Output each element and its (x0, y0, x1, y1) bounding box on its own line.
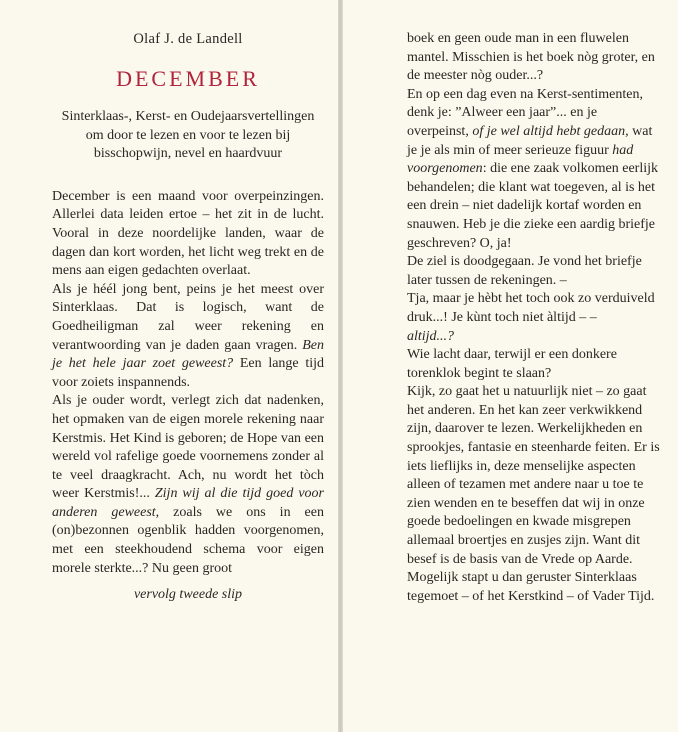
italic-text: of je wel altijd hebt gedaan, (472, 123, 629, 139)
italic-text: Ben je het hele jaar zoet geweest? (52, 337, 324, 372)
left-body-text (52, 188, 324, 578)
paragraph: altijd...? (407, 328, 455, 344)
right-body-text (407, 30, 660, 606)
paragraph: De ziel is doodgegaan. Je vond het briefje later tussen de rekeningen. – (407, 254, 642, 288)
left-page (0, 0, 338, 732)
continued-note: vervolg tweede slip (133, 587, 243, 603)
paragraph (407, 86, 660, 253)
text-run: Als je ouder wordt, verlegt zich dat nadenken, het opmaken van de eigen morele rekening naar Kerstmis. Het Kind is geboren; de Hope van een wereld vol rafelige goede voornemens zonder al te veel draagkracht. Ach, nu wordt het tòch weer Kerstmis!... (52, 393, 324, 502)
text-run: Als je héél jong bent, peins je het meest over Sinterklaas. Dat is logisch, want de Goedheiligman zal weer rekening en verantwoording van je daden gaan vragen. (52, 281, 324, 353)
right-page (343, 0, 678, 732)
text-run: : die ene zaak volkomen eerlijk behandelen; die klant wat toegeven, al is het een drein – niet dadelijk kortaf worden en snauwen. Heb je die zieke een aardig briefje geschreven? O, ja! (407, 161, 659, 251)
paragraph (52, 281, 324, 393)
author-name: Olaf J. de Landell (133, 31, 243, 47)
book-title: DECEMBER (116, 66, 260, 91)
text-run: wat je je als min of meer serieuze figuur (407, 123, 653, 158)
paragraph (52, 392, 324, 578)
text-run: zoals we ons in een (on)bezonnen ogenblik hadden voorgenomen, met een steekhoudend schema voor eigen morele sterkte...? Nu geen groot (52, 504, 324, 576)
italic-text: had voorgenomen (407, 142, 634, 177)
paragraph: Wie lacht daar, terwijl er een donkere torenklok begint te slaan? (407, 347, 617, 381)
text-run: Een lange tijd voor zoiets inspannends. (52, 356, 324, 390)
paragraph: boek en geen oude man in een fluwelen mantel. Misschien is het boek nòg groter, en de meester nòg ouder...? (407, 31, 655, 84)
paragraph: Tja, maar je hèbt het toch ook zo verduiveld druk...! Je kùnt toch niet àltijd – – (407, 291, 655, 325)
paragraph: Kijk, zo gaat het u natuurlijk niet – zo gaat het anderen. En het kan zeer verkwikkend zijn, daarover te lezen. Werkelijkheden en sprookjes, fantasie en steenharde feiten. Er is iets lieflijks in, deze menselijke aspecten alleen of tezamen met andere naar u toe te zien wenden en te beseffen dat wij in onze goede bedoelingen en kwade misgrepen allemaal broertjes en zusjes zijn. Want dit besef is de basis van de Vrede op Aarde. (407, 384, 660, 567)
book-subtitle: Sinterklaas-, Kerst- en Oudejaarsvertellingen om door te lezen en voor te lezen bij bisschopwijn, nevel en haardvuur (61, 109, 315, 162)
italic-text: Zijn wij al die tijd goed voor anderen geweest, (52, 486, 324, 520)
paragraph: December is een maand voor overpeinzingen. Allerlei data leiden ertoe – het zit in de lucht. Vooral in deze noordelijke landen, waar de dagen dan kort worden, het licht weg trekt en de mens aan eigen gedachten overlaat. (52, 188, 324, 279)
paragraph: Mogelijk stapt u dan geruster Sinterklaas tegemoet – of het Kerstkind – of Vader Tijd. (407, 570, 655, 604)
text-run: En op een dag even na Kerst-sentimenten, denk je: ”Alweer een jaar”... en je overpeinst, (407, 86, 643, 139)
